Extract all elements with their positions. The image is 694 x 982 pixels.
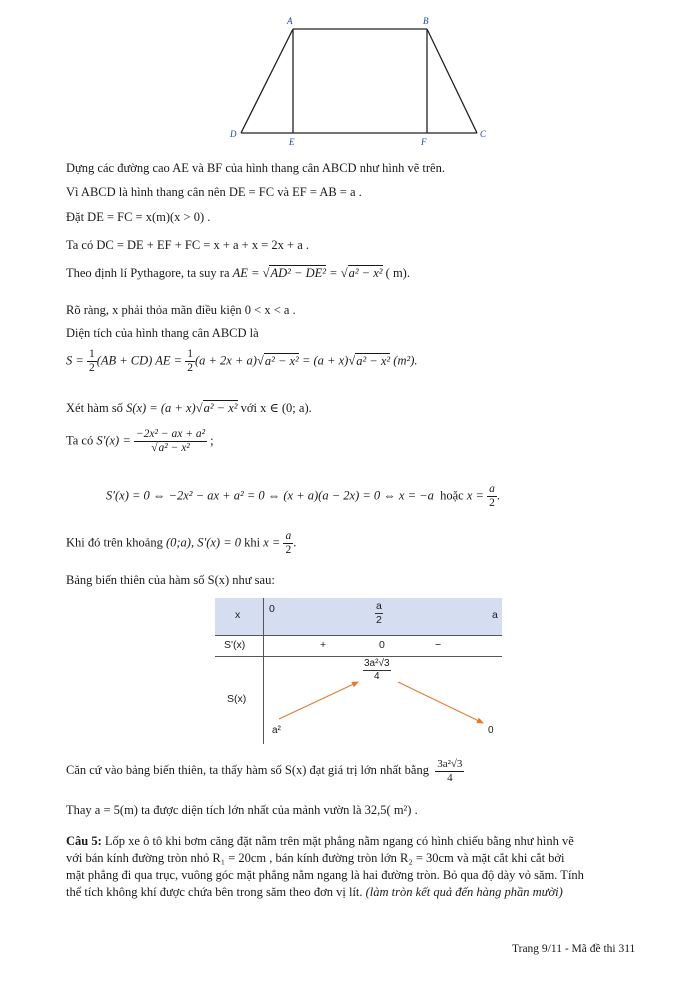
text-line-4: Ta có DC = DE + EF + FC = x + a + x = 2x + a . bbox=[66, 238, 310, 252]
question-label: Câu 5: bbox=[66, 834, 102, 848]
row-sprime-label: S'(x) bbox=[224, 639, 246, 651]
derivative-pre: Ta có bbox=[66, 433, 94, 448]
max-value: 3a²√3 4 bbox=[364, 658, 390, 682]
interval-line: Khi đó trên khoảng (0;a), S′(x) = 0 khi x = $\frac{a}{2}$ . bbox=[66, 530, 297, 557]
label-A: A bbox=[287, 16, 293, 26]
question-text-4: thể tích không khí được chứa bên trong săm theo đơn vị lít. bbox=[66, 885, 363, 899]
arrow-up bbox=[279, 682, 358, 719]
variation-table bbox=[215, 598, 502, 744]
page-footer: Trang 9/11 - Mã đề thi 311 bbox=[512, 943, 636, 955]
label-D: D bbox=[230, 129, 237, 139]
arrow-down bbox=[398, 682, 483, 723]
text-line-15: Thay a = 5(m) ta được diện tích lớn nhất của mảnh vườn là 32,5( m²) . bbox=[66, 803, 418, 817]
derivative-line: Ta có S′(x) = $\frac{\text{−2x² − ax + a²}}{\text{√a² − x²}}$ ; bbox=[66, 428, 214, 455]
text-line-7: Diện tích của hình thang cân ABCD là bbox=[66, 326, 259, 340]
function-post: với x ∈ (0; a). bbox=[240, 401, 312, 415]
max-conclusion-text: Căn cứ vào bảng biến thiên, ta thấy hàm số S(x) đạt giá trị lớn nhất bằng bbox=[66, 763, 429, 778]
sign-minus: − bbox=[435, 639, 442, 651]
pythagore-unit: ( m). bbox=[385, 266, 410, 280]
start-value: a² bbox=[272, 725, 281, 736]
derivative-zero: S′(x) = 0 ⇔ −2x² − ax + a² = 0 ⇔ (x + a)(a − 2x) = 0 ⇔ x = −a hoặc x = $\frac{a}{2}$ . bbox=[106, 483, 500, 510]
question-note: (làm tròn kết quả đến hàng phần mười) bbox=[365, 885, 563, 899]
question-text-2: với bán kính đường tròn nhỏ R₁ = 20cm , bán kính đường tròn lớn R₂ = 30cm và mặt cắt khi cắt bởi bbox=[66, 851, 565, 865]
function-pre: Xét hàm số bbox=[66, 401, 123, 415]
question-text-1: Lốp xe ô tô khi bơm căng đặt nằm trên mặt phẳng nằm ngang có hình chiếu bằng như hình vẽ bbox=[101, 834, 574, 848]
text-line-13: Bảng biến thiên của hàm số S(x) như sau: bbox=[66, 573, 275, 587]
pythagore-text: Theo định lí Pythagore, ta suy ra bbox=[66, 266, 230, 280]
pythagore-line: Theo định lí Pythagore, ta suy ra AE = √AD² − DE² = √a² − x² ( m). bbox=[66, 266, 410, 280]
header-a-half: a 2 bbox=[376, 600, 382, 626]
row-s-label: S(x) bbox=[227, 693, 247, 705]
sign-zero: 0 bbox=[379, 639, 385, 651]
label-C: C bbox=[480, 129, 487, 139]
header-zero: 0 bbox=[269, 603, 275, 615]
trapezoid-figure bbox=[225, 14, 495, 148]
label-F: F bbox=[421, 137, 427, 147]
text-line-6: Rõ ràng, x phải thỏa mãn điều kiện 0 < x < a . bbox=[66, 303, 296, 317]
function-line: Xét hàm số S(x) = (a + x)√a² − x² với x ∈ (0; a). bbox=[66, 401, 312, 415]
interval-pre: Khi đó trên khoảng bbox=[66, 535, 163, 550]
variation-arrows bbox=[215, 598, 502, 744]
header-x: x bbox=[235, 609, 241, 621]
sign-plus: + bbox=[320, 639, 327, 651]
text-line-3: Đặt DE = FC = x(m)(x > 0) . bbox=[66, 210, 211, 224]
text-line-1: Dựng các đường cao AE và BF của hình thang cân ABCD như hình vẽ trên. bbox=[66, 161, 445, 175]
question-5 bbox=[66, 833, 584, 901]
label-E: E bbox=[289, 137, 295, 147]
end-value: 0 bbox=[488, 725, 494, 736]
question-text-3: mặt phẳng đi qua trục, vuông góc mặt phẳng nằm ngang là hai đường tròn. Bỏ qua độ dày vỏ săm. Tính bbox=[66, 868, 584, 882]
area-formula: S = $\frac{1}{2}$ (AB + CD) AE = $\frac{1}{2}$ (a + 2x + a)√a² − x² = (a + x)√a² − x² (m²). bbox=[66, 348, 418, 375]
text-line-2: Vì ABCD là hình thang cân nên DE = FC và EF = AB = a . bbox=[66, 185, 362, 199]
max-conclusion: Căn cứ vào bảng biến thiên, ta thấy hàm số S(x) đạt giá trị lớn nhất bằng $\frac{\text{3a²√3}}{4}$ bbox=[66, 758, 463, 784]
label-B: B bbox=[423, 16, 429, 26]
header-a: a bbox=[492, 609, 498, 621]
